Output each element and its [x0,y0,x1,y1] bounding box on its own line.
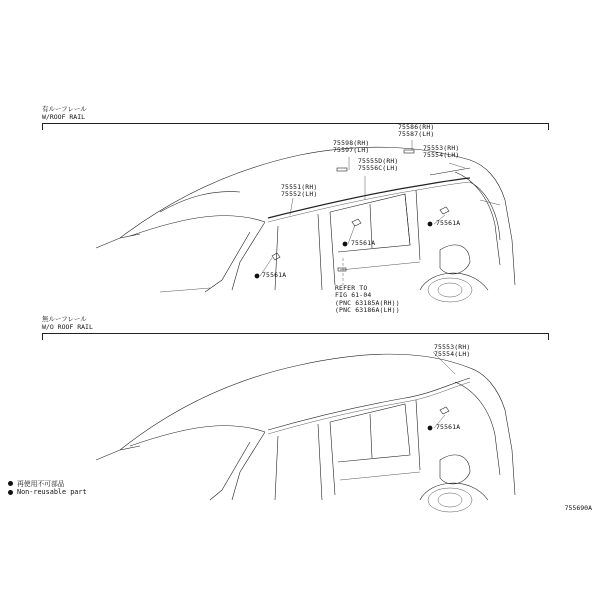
lower-vehicle-drawing [96,352,515,512]
section2-title-en: W/O ROOF RAIL [42,323,93,331]
part-label-75561a-right: 75561A [436,219,461,227]
refer-to-label: REFER TO [335,284,368,292]
part-label-75561a-center: 75561A [351,239,376,247]
part-label-75561a-lower: 75561A [436,423,461,431]
part-label-75598: 75598(RH) [333,139,370,147]
part-label-75553-lower: 75553(RH) [434,343,471,351]
part-label-75554-lower: 75554(LH) [434,350,471,358]
part-label-75552: 75552(LH) [281,190,318,198]
part-label-75551: 75551(RH) [281,183,318,191]
part-label-75556c: 75556C(LH) [358,164,399,172]
part-label-75597: 75597(LH) [333,146,370,154]
part-label-75553: 75553(RH) [423,144,460,152]
refer-pnc-rh-label: (PNC 63185A(RH)) [335,299,400,307]
legend-text-jp: 再使用不可部品 [17,480,65,488]
refer-pnc-lh-label: (PNC 63186A(LH)) [335,306,400,314]
section1-title-jp: 有ルーフレール [42,105,87,113]
non-reusable-dot-icon [8,490,13,495]
legend-item-jp [8,478,65,488]
part-label-75554: 75554(LH) [423,151,460,159]
non-reusable-dot-icon [8,481,13,486]
illustration-reference-code: 755690A [564,504,592,512]
part-label-75555d: 75555D(RH) [358,157,399,165]
part-label-75561a-left: 75561A [262,271,287,279]
legend-text-en: Non-reusable part [17,488,87,496]
section2-title-jp: 無ルーフレール [42,315,87,323]
part-label-75586: 75586(RH) [398,123,435,131]
refer-fig-label: FIG 61-04 [335,291,372,299]
part-label-75587: 75587(LH) [398,130,435,138]
section1-title-en: W/ROOF RAIL [42,113,86,121]
legend-item-en [8,488,87,496]
